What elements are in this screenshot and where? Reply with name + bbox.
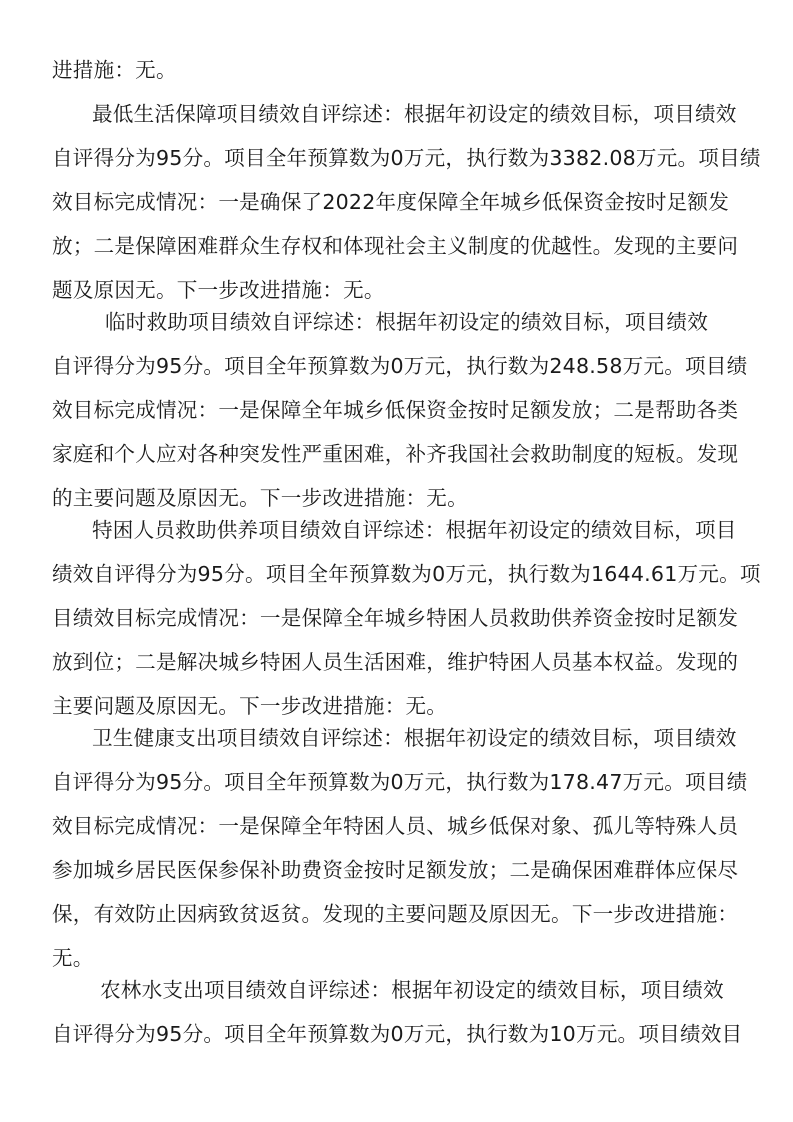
text-line: 的主要问题及原因无。下一步改进措施：无。 xyxy=(52,486,468,510)
text-line: 效目标完成情况：一是确保了2022年度保障全年城乡低保资金按时足额发 xyxy=(52,190,730,214)
text-line: 题及原因无。下一步改进措施：无。 xyxy=(52,278,385,302)
text-line: 效目标完成情况：一是保障全年城乡低保资金按时足额发放；二是帮助各类 xyxy=(52,398,739,422)
paragraph-first-line: 卫生健康支出项目绩效自评综述：根据年初设定的绩效目标，项目绩效 xyxy=(92,726,737,750)
text-line: 参加城乡居民医保参保补助费资金按时足额发放；二是确保困难群体应保尽 xyxy=(52,858,739,882)
text-line: 绩效自评得分为95分。项目全年预算数为0万元，执行数为1644.61万元。项 xyxy=(52,562,761,586)
text-line: 目绩效目标完成情况：一是保障全年城乡特困人员救助供养资金按时足额发 xyxy=(52,606,739,630)
text-line: 无。 xyxy=(52,946,94,970)
text-line: 主要问题及原因无。下一步改进措施：无。 xyxy=(52,694,448,718)
paragraph-first-line: 临时救助项目绩效自评综述：根据年初设定的绩效目标，项目绩效 xyxy=(105,310,709,334)
paragraph-first-line: 特困人员救助供养项目绩效自评综述：根据年初设定的绩效目标，项目 xyxy=(92,518,737,542)
text-line: 家庭和个人应对各种突发性严重困难，补齐我国社会救助制度的短板。发现 xyxy=(52,442,739,466)
text-line: 自评得分为95分。项目全年预算数为0万元，执行数为178.47万元。项目绩 xyxy=(52,770,748,794)
text-line: 效目标完成情况：一是保障全年特困人员、城乡低保对象、孤儿等特殊人员 xyxy=(52,814,739,838)
text-line: 放到位；二是解决城乡特困人员生活困难，维护特困人员基本权益。发现的 xyxy=(52,650,739,674)
text-line: 保，有效防止因病致贫返贫。发现的主要问题及原因无。下一步改进措施： xyxy=(52,902,739,926)
paragraph-first-line: 农林水支出项目绩效自评综述：根据年初设定的绩效目标，项目绩效 xyxy=(100,978,724,1002)
text-line: 自评得分为95分。项目全年预算数为0万元，执行数为248.58万元。项目绩 xyxy=(52,354,748,378)
text-line: 自评得分为95分。项目全年预算数为0万元，执行数为10万元。项目绩效目 xyxy=(52,1022,743,1046)
paragraph-first-line: 最低生活保障项目绩效自评综述：根据年初设定的绩效目标，项目绩效 xyxy=(92,102,737,126)
text-line: 自评得分为95分。项目全年预算数为0万元，执行数为3382.08万元。项目绩 xyxy=(52,146,761,170)
text-line: 进措施：无。 xyxy=(52,58,177,82)
text-line: 放；二是保障困难群众生存权和体现社会主义制度的优越性。发现的主要问 xyxy=(52,234,739,258)
